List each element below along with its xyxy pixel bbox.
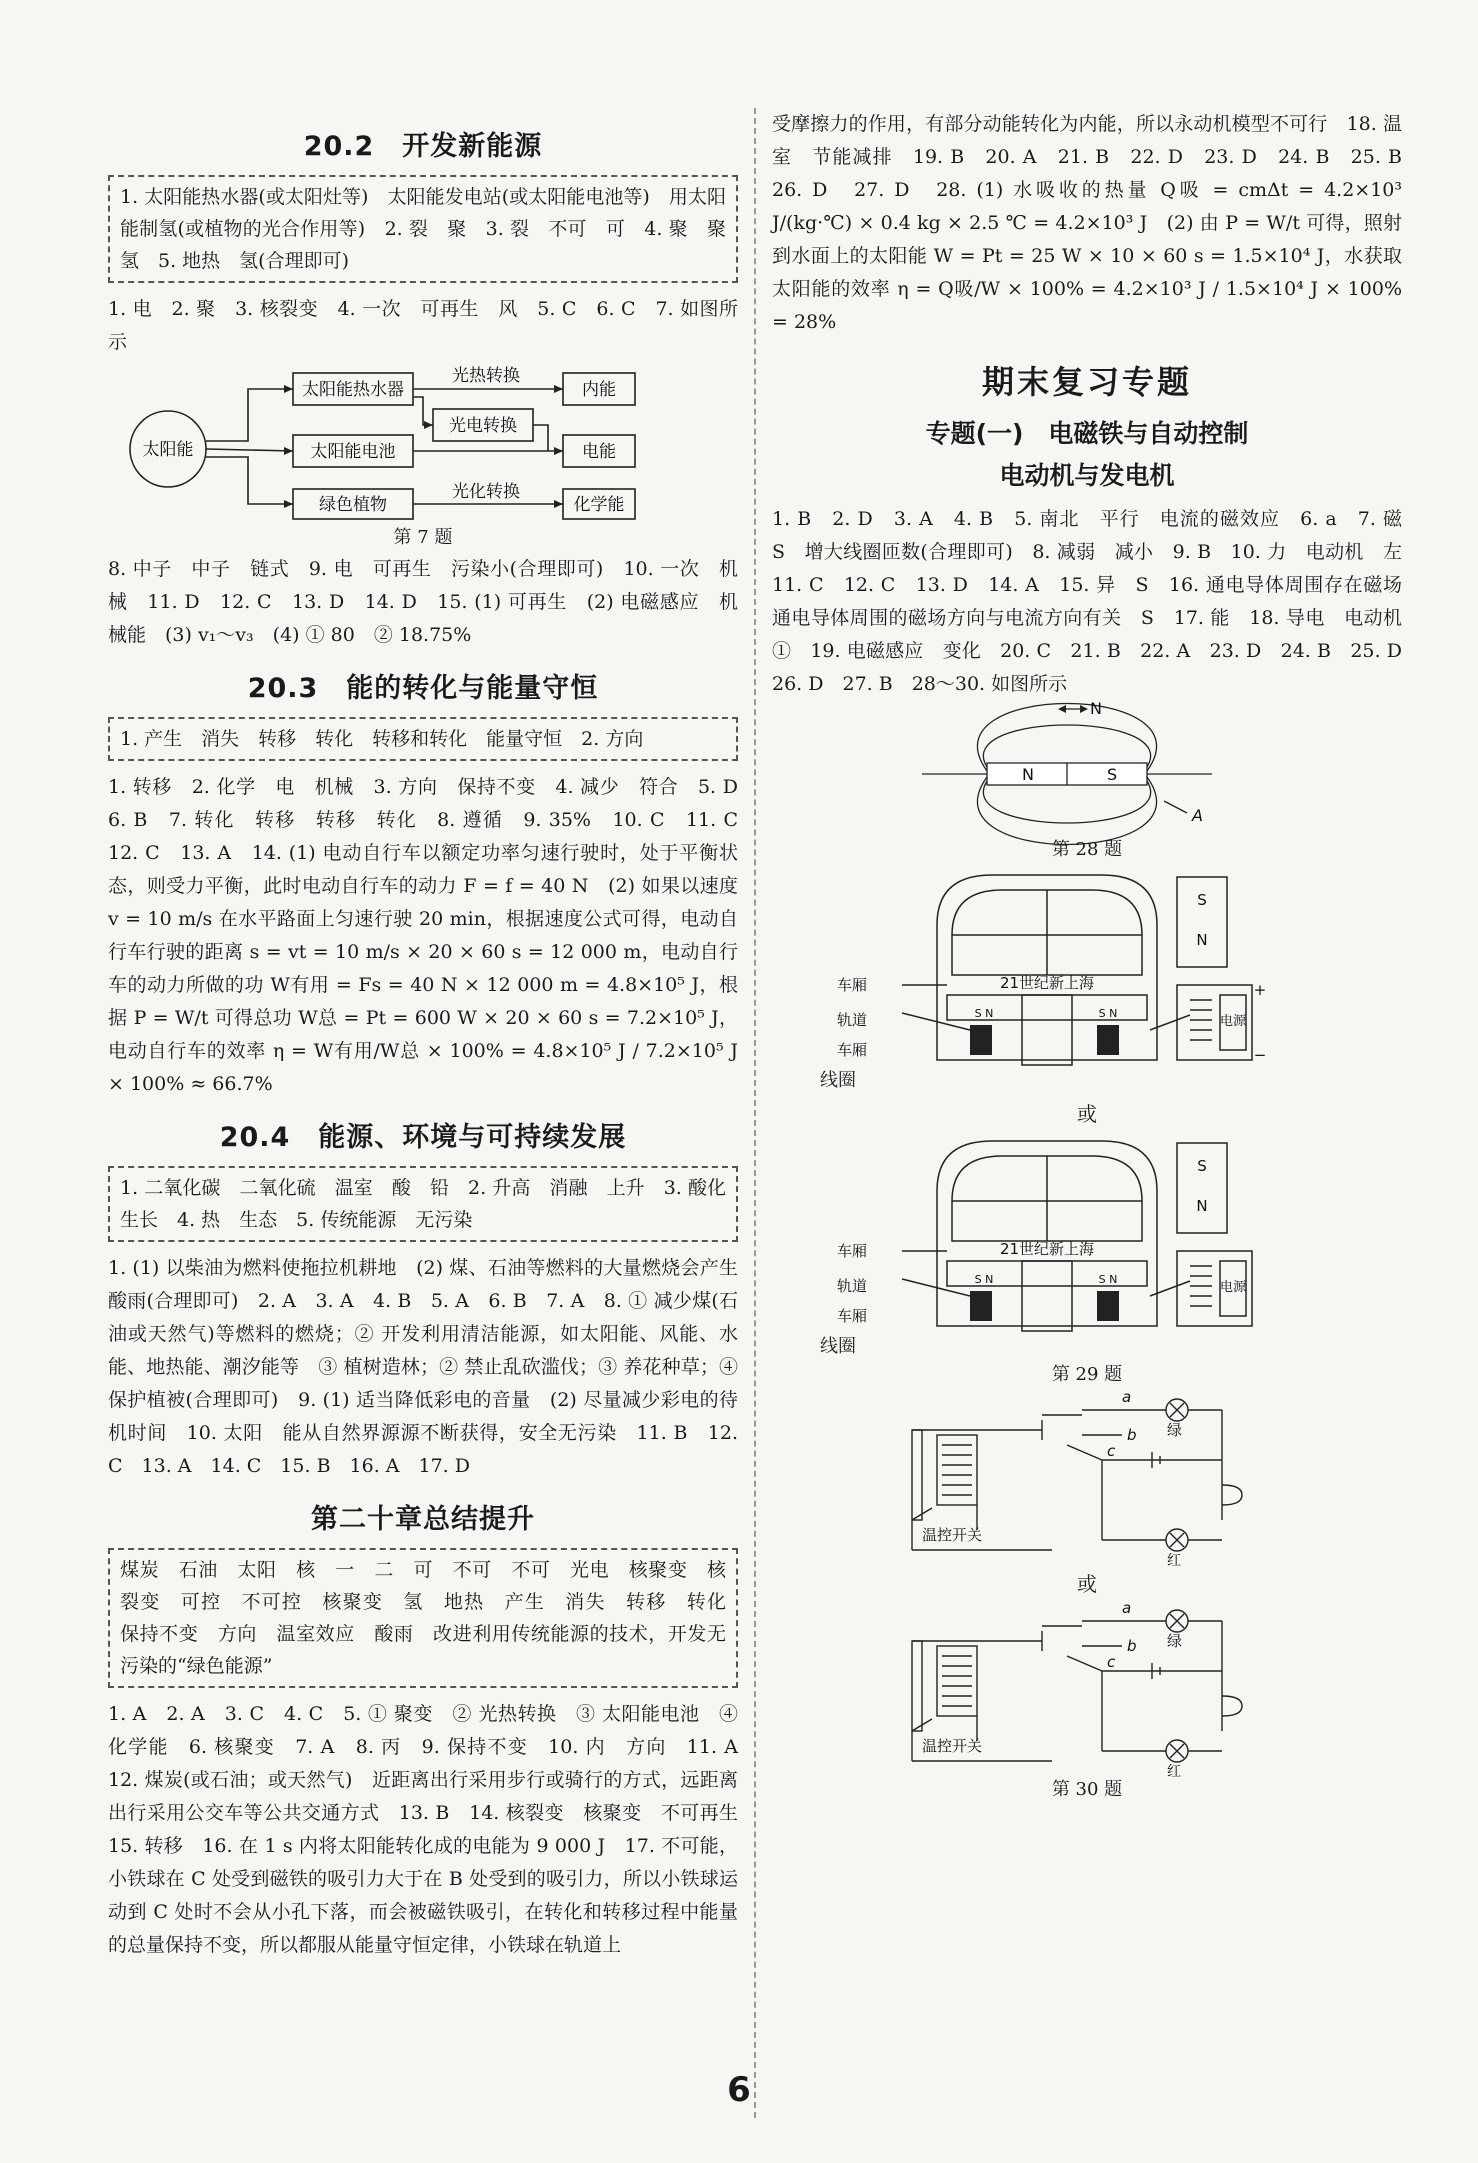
fig29b-label-track: 轨道	[836, 1277, 868, 1295]
diagram-conv-3: 光化转换	[452, 482, 520, 502]
fig29a-sn-right: S N	[1098, 1007, 1118, 1020]
answers-continued: 受摩擦力的作用，有部分动能转化为内能，所以永动机模型不可行 18. 温室 节能减排 19. B 20. A 21. B 22. D 23. D 24. B 25. B 26. D 27. D 28. (1) 水吸收的热量 Q吸 = cmΔt = 4.2×10³ J/(kg·℃) × 0.4 kg × 2.5 ℃ = 4.2×10³ J (2) 由 P = W/t 可得，照射到水面上的太阳能 W = Pt = 25 W × 10 × 60 s = 1.5×10⁴ J，水获取太阳能的效率 η = Q吸/W × 100% = 4.2×10³ J / 1.5×10⁴ J × 100% = 28%	[772, 113, 1422, 333]
diagram-box-3: 绿色植物	[319, 495, 387, 515]
fig30a-red: 红	[1167, 1553, 1181, 1569]
fig30a-c: c	[1107, 1442, 1116, 1460]
answers-20-3: 1. 转移 2. 化学 电 机械 3. 方向 保持不变 4. 减少 符合 5. D 6. B 7. 转化 转移 转移 转化 8. 遵循 9. 35% 10. C 11. C 12. C 13. A 14. (1) 电动自行车以额定功率匀速行驶时，处于平衡状态，则受力平衡，此时电动自行车的动力 F = f = 40 N (2) 如果以速度 v = 10 m/s 在水平路面上匀速行驶 20 min，根据速度公式可得，电动自行车行驶的距离 s = vt = 10 m/s × 20 × 60 s = 12 000 m，电动自行车的动力所做的功 W有用 = Fs = 40 N × 12 000 m = 4.8×10⁵ J，根据 P = W/t 可得总功 W总 = Pt = 600 W × 20 × 60 s = 7.2×10⁵ J，电动自行车的效率 η = W有用/W总 × 100% = 4.8×10⁵ J / 7.2×10⁵ J × 100% ≈ 66.7%	[108, 776, 758, 1095]
or-separator-1: 或	[1077, 1102, 1097, 1126]
answers-20-4: 1. (1) 以柴油为燃料使拖拉机耕地 (2) 煤、石油等燃料的大量燃烧会产生酸雨(合理即可) 2. A 3. A 4. B 5. A 6. B 7. A 8. ① 减少煤(石油或天然气)等燃料的燃烧；② 开发利用清洁能源，如太阳能、风能、水能、地热能、潮汐能等 ③ 植树造林；② 禁止乱砍滥伐；③ 养花种草；④ 保护植被(合理即可) 9. (1) 适当降低彩电的音量 (2) 尽量减少彩电的待机时间 10. 太阳 能从自然界源源不断获得，安全无污染 11. B 12. C 13. A 14. C 15. B 16. A 17. D	[108, 1257, 738, 1477]
diagram-conv-1: 光热转换	[452, 366, 520, 386]
topic-title	[772, 413, 1402, 497]
box-text: 煤炭 石油 太阳 核 一 二 可 不可 不可 光电 核聚变 核裂变 可控 不可控 核聚变 氢 地热 产生 消失 转移 转化 保持不变 方向 温室效应 酸雨 改进利用传统能源的技术，开发无污染的“绿色能源”	[120, 1559, 746, 1677]
fig28-n-pole: N	[1022, 765, 1034, 784]
fig29b-sn-left: S N	[974, 1273, 994, 1286]
diagram-box-2: 太阳能电池	[310, 442, 396, 462]
fig29b-label-car2: 车厢	[836, 1307, 868, 1325]
diagram-out-2: 电能	[582, 442, 616, 462]
figure-30-circuit-b	[772, 1599, 1402, 1780]
fig30a-switch: 温控开关	[922, 1526, 983, 1544]
answers-20-2-b: 8. 中子 中子 链式 9. 电 可再生 污染小(合理即可) 10. 一次 机械 11. D 12. C 13. D 14. D 15. (1) 可再生 (2) 电磁感应 机械能 (3) v₁～v₃ (4) ① 80 ② 18.75%	[108, 558, 738, 646]
box-text: 1. 产生 消失 转移 转化 转移和转化 能量守恒 2. 方向	[120, 728, 644, 750]
topic-line-2: 电动机与发电机	[999, 461, 1175, 490]
section-title-20-3: 20.3 能的转化与能量守恒	[247, 673, 599, 704]
right-column	[772, 108, 1422, 1805]
answers-summary: 1. A 2. A 3. C 4. C 5. ① 聚变 ② 光热转换 ③ 太阳能电池 ④ 化学能 6. 核聚变 7. A 8. 丙 9. 保持不变 10. 内 方向 11. A 12. 煤炭(或石油；或天然气) 近距离出行采用步行或骑行的方式，远距离出行采用公交车等公共交通方式 13. B 14. 核裂变 核聚变 不可再生 15. 转移 16. 在 1 s 内将太阳能转化成的电能为 9 000 J 17. 不可能，小铁球在 C 处受到磁铁的吸引力大于在 B 处受到的吸引力，所以小铁球运动到 C 处时不会从小孔下落，而会被磁铁吸引，在转化和转移过程中能量的总量保持不变，所以都服从能量守恒定律，小铁球在轨道上	[108, 1703, 758, 1956]
energy-diagram	[108, 359, 738, 519]
fig29a-label-track: 轨道	[836, 1011, 868, 1029]
fig29a-label-car2: 车厢	[836, 1041, 868, 1059]
fig28-top-n: N	[1090, 699, 1102, 718]
figure-caption-30: 第 30 题	[1051, 1779, 1123, 1800]
fig30b-a: a	[1122, 1599, 1132, 1617]
figure-29-maglev-a	[772, 865, 1402, 1070]
fig30a-a: a	[1122, 1388, 1132, 1406]
fig30a-b: b	[1127, 1426, 1137, 1444]
diagram-box-1: 太阳能热水器	[302, 380, 404, 400]
summary-box-20-2	[108, 175, 746, 283]
figure-caption-7: 第 7 题	[393, 527, 453, 548]
diagram-out-1: 内能	[582, 380, 616, 400]
or-separator-2: 或	[1077, 1572, 1097, 1596]
fig30b-green: 绿	[1167, 1632, 1183, 1650]
summary-box-chapter	[108, 1548, 746, 1688]
answers-topic-1: 1. B 2. D 3. A 4. B 5. 南北 平行 电流的磁效应 6. a 7. 磁 S 增大线圈匝数(合理即可) 8. 减弱 减小 9. B 10. 力 电动机 左 11. C 12. C 13. D 14. A 15. 异 S 16. 通电导体周围存在磁场 通电导体周围的磁场方向与电流方向有关 S 17. 能 18. 导电 电动机 ① 19. 电磁感应 变化 20. C 21. B 22. A 23. D 24. B 25. D 26. D 27. B 28～30. 如图所示	[772, 508, 1422, 695]
fig29b-sn-right: S N	[1098, 1273, 1118, 1286]
fig29b-sign: 21世纪新上海	[999, 1240, 1095, 1258]
box-text: 1. 二氧化碳 二氧化硫 温室 酸 铅 2. 升高 消融 上升 3. 酸化 生长 4. 热 生态 5. 传统能源 无污染	[120, 1177, 746, 1231]
fig29b-label-coil: 线圈	[820, 1336, 856, 1357]
summary-box-20-3	[108, 717, 738, 761]
section-title-summary: 第二十章总结提升	[311, 1504, 535, 1535]
fig28-point-a: A	[1192, 806, 1203, 825]
fig29a-n: N	[1196, 931, 1208, 949]
figure-28-magnet	[772, 701, 1402, 831]
summary-box-20-4	[108, 1166, 746, 1242]
fig29a-label-car: 车厢	[836, 976, 868, 994]
fig29b-power: 电源	[1219, 1280, 1247, 1295]
fig29b-n: N	[1196, 1197, 1208, 1215]
fig28-s-pole: S	[1107, 765, 1118, 784]
topic-line-1: 专题(一) 电磁铁与自动控制	[925, 419, 1249, 448]
fig29a-power: 电源	[1219, 1014, 1247, 1029]
fig29b-label-car: 车厢	[836, 1242, 868, 1260]
fig29a-minus: −	[1253, 1046, 1267, 1064]
box-text: 1. 太阳能热水器(或太阳灶等) 太阳能发电站(或太阳能电池等) 用太阳能制氢(或植物的光合作用等) 2. 裂 聚 3. 裂 不可 可 4. 聚 聚 氢 5. 地热 氢(合理即可)	[120, 186, 746, 272]
figure-29-maglev-b	[772, 1131, 1402, 1336]
figure-30-circuit-a	[772, 1388, 1402, 1569]
fig29a-label-coil: 线圈	[820, 1070, 856, 1091]
fig30b-red: 红	[1167, 1764, 1181, 1780]
fig29a-sn-left: S N	[974, 1007, 994, 1020]
section-title-20-2: 20.2 开发新能源	[303, 131, 543, 162]
figure-caption-29: 第 29 题	[1051, 1364, 1123, 1385]
review-title: 期末复习专题	[981, 363, 1192, 401]
diagram-sun: 太阳能	[142, 440, 194, 460]
page-number: 6	[727, 2070, 751, 2110]
section-title-20-4: 20.4 能源、环境与可持续发展	[219, 1122, 627, 1153]
fig29a-sign: 21世纪新上海	[999, 974, 1095, 992]
fig29a-plus: +	[1253, 981, 1267, 999]
fig29a-s: S	[1197, 891, 1207, 909]
fig30b-c: c	[1107, 1653, 1116, 1671]
diagram-out-3: 化学能	[573, 495, 625, 515]
fig30a-green: 绿	[1167, 1421, 1183, 1439]
fig30b-b: b	[1127, 1637, 1137, 1655]
fig30b-switch: 温控开关	[922, 1737, 983, 1755]
answers-20-2-a: 1. 电 2. 聚 3. 核裂变 4. 一次 可再生 风 5. C 6. C 7. 如图所示	[108, 298, 738, 353]
figure-caption-28: 第 28 题	[1051, 839, 1123, 860]
left-column	[108, 110, 758, 1962]
diagram-conv-2: 光电转换	[449, 416, 517, 436]
fig29b-s: S	[1197, 1157, 1207, 1175]
